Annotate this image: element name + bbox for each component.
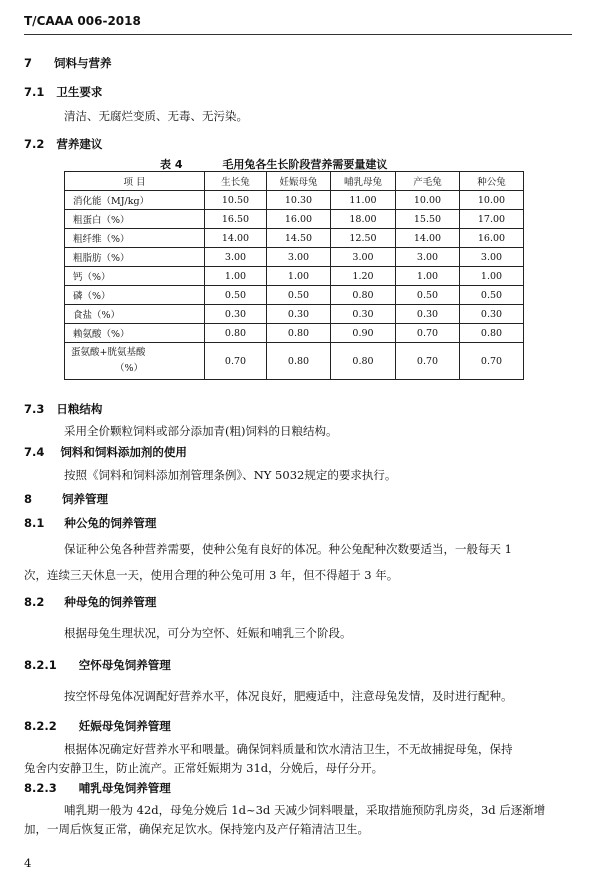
section-title: 哺乳母兔饲养管理 xyxy=(78,781,171,795)
table-cell: 14.00 xyxy=(205,229,267,248)
table-cell: 0.50 xyxy=(267,286,331,305)
section-number: 8.2.1 xyxy=(24,658,57,672)
table-cell: 0.70 xyxy=(396,343,460,380)
row-label: 食盐（%） xyxy=(65,305,205,324)
section-8-1-line2: 次，连续三天休息一天，使用合理的种公兔可用 3 年，但不得超于 3 年。 xyxy=(24,568,399,582)
row-label-line1: 蛋氨酸+胱氨基酸 xyxy=(71,347,146,358)
section-title: 饲养管理 xyxy=(62,492,109,506)
section-title: 种母兔的饲养管理 xyxy=(64,595,157,609)
table-cell: 1.20 xyxy=(331,267,396,286)
header-cell: 妊娠母兔 xyxy=(267,172,331,191)
table-header-row xyxy=(65,172,524,191)
header-cell: 项 目 xyxy=(65,172,205,191)
table-cell: 3.00 xyxy=(331,248,396,267)
table-row xyxy=(65,305,524,324)
row-label: 钙（%） xyxy=(65,267,205,286)
section-number: 8.1 xyxy=(24,516,45,530)
section-8-2-1-heading xyxy=(24,657,171,673)
table-row xyxy=(65,248,524,267)
section-number: 7.2 xyxy=(24,137,45,151)
table-row xyxy=(65,267,524,286)
page-number: 4 xyxy=(24,856,32,870)
section-7-heading xyxy=(24,55,112,71)
table-cell: 1.00 xyxy=(396,267,460,286)
table-title: 毛用兔各生长阶段营养需要量建议 xyxy=(222,158,388,171)
section-8-2-3-line1: 哺乳期一般为 42d，母兔分娩后 1d~3d 天减少饲料喂量，采取措施预防乳房炎，3d 后逐渐增 xyxy=(64,803,546,817)
table-cell: 14.00 xyxy=(396,229,460,248)
section-8-heading xyxy=(24,491,108,507)
table-cell: 14.50 xyxy=(267,229,331,248)
section-8-2-2-heading xyxy=(24,718,171,734)
section-title: 种公兔的饲养管理 xyxy=(64,516,157,530)
row-label xyxy=(65,343,205,380)
section-8-2-2-line2: 兔舍内安静卫生，防止流产。正常妊娠期为 31d，分娩后，母仔分开。 xyxy=(24,761,384,775)
section-8-1-heading xyxy=(24,515,156,531)
table-cell: 16.50 xyxy=(205,210,267,229)
table-cell: 12.50 xyxy=(331,229,396,248)
table-number: 表 4 xyxy=(160,158,183,171)
section-number: 8.2 xyxy=(24,595,45,609)
table-cell: 0.70 xyxy=(396,324,460,343)
row-label: 赖氨酸（%） xyxy=(65,324,205,343)
table-cell: 0.50 xyxy=(205,286,267,305)
row-label: 粗脂肪（%） xyxy=(65,248,205,267)
row-label: 粗纤维（%） xyxy=(65,229,205,248)
table-cell: 17.00 xyxy=(460,210,524,229)
table-cell: 1.00 xyxy=(205,267,267,286)
table-row xyxy=(65,324,524,343)
table-cell: 0.80 xyxy=(331,286,396,305)
table-cell: 0.50 xyxy=(396,286,460,305)
table-cell: 3.00 xyxy=(267,248,331,267)
section-8-2-heading xyxy=(24,594,156,610)
row-label: 磷（%） xyxy=(65,286,205,305)
section-8-2-2-line1: 根据体况确定好营养水平和喂量。确保饲料质量和饮水清洁卫生，不无故捕捉母兔，保持 xyxy=(64,742,513,756)
section-number: 8 xyxy=(24,492,33,506)
table-cell: 0.80 xyxy=(205,324,267,343)
section-8-2-1-text: 按空怀母兔体况调配好营养水平，体况良好，肥瘦适中，注意母兔发情，及时进行配种。 xyxy=(64,689,513,703)
table-cell: 10.50 xyxy=(205,191,267,210)
section-number: 7.4 xyxy=(24,445,45,459)
section-7-4-heading xyxy=(24,444,187,460)
header-cell: 哺乳母兔 xyxy=(331,172,396,191)
section-title: 卫生要求 xyxy=(56,85,103,99)
table-cell: 3.00 xyxy=(205,248,267,267)
table-cell: 0.80 xyxy=(331,343,396,380)
section-number: 8.2.2 xyxy=(24,719,57,733)
section-title: 营养建议 xyxy=(56,137,103,151)
table-cell: 1.00 xyxy=(460,267,524,286)
section-8-2-text: 根据母兔生理状况，可分为空怀、妊娠和哺乳三个阶段。 xyxy=(64,626,352,640)
table-row xyxy=(65,286,524,305)
table-cell: 0.30 xyxy=(267,305,331,324)
row-label: 消化能（MJ/kg） xyxy=(65,191,205,210)
section-title: 妊娠母兔饲养管理 xyxy=(78,719,171,733)
table-cell: 15.50 xyxy=(396,210,460,229)
row-label: 粗蛋白（%） xyxy=(65,210,205,229)
table-row xyxy=(65,191,524,210)
table-cell: 1.00 xyxy=(267,267,331,286)
row-label-line2: （%） xyxy=(115,363,144,374)
table-cell: 16.00 xyxy=(460,229,524,248)
section-7-1-heading xyxy=(24,84,102,100)
section-title: 空怀母兔饲养管理 xyxy=(78,658,171,672)
section-number: 7.3 xyxy=(24,402,45,416)
table-cell: 3.00 xyxy=(396,248,460,267)
table-cell: 0.70 xyxy=(205,343,267,380)
section-number: 7.1 xyxy=(24,85,45,99)
section-number: 7 xyxy=(24,56,33,70)
table-cell: 11.00 xyxy=(331,191,396,210)
table-row xyxy=(65,229,524,248)
table-cell: 10.30 xyxy=(267,191,331,210)
table-cell: 0.80 xyxy=(267,324,331,343)
section-7-2-heading xyxy=(24,136,102,152)
section-8-1-line1: 保证种公兔各种营养需要，使种公兔有良好的体况。种公兔配种次数要适当，一般每天 1 xyxy=(64,542,512,556)
table-cell: 0.70 xyxy=(460,343,524,380)
section-7-4-text: 按照《饲料和饲料添加剂管理条例》、NY 5032规定的要求执行。 xyxy=(64,468,397,482)
table-cell: 0.80 xyxy=(460,324,524,343)
table-cell: 0.30 xyxy=(396,305,460,324)
section-title: 饲料与营养 xyxy=(54,56,112,70)
table-cell: 0.30 xyxy=(205,305,267,324)
section-7-1-text: 清洁、无腐烂变质、无毒、无污染。 xyxy=(64,109,248,123)
table-cell: 0.30 xyxy=(460,305,524,324)
section-7-3-heading xyxy=(24,401,102,417)
header-rule xyxy=(24,34,572,35)
table-cell: 18.00 xyxy=(331,210,396,229)
section-title: 日粮结构 xyxy=(56,402,103,416)
table-cell: 0.80 xyxy=(267,343,331,380)
header-cell: 生长兔 xyxy=(205,172,267,191)
table-cell: 0.90 xyxy=(331,324,396,343)
section-8-2-3-heading xyxy=(24,780,171,796)
standard-code: T/CAAA 006-2018 xyxy=(24,14,141,28)
section-title: 饲料和饲料添加剂的使用 xyxy=(60,445,187,459)
table-caption xyxy=(160,156,387,172)
section-7-3-text: 采用全价颗粒饲料或部分添加青(粗)饲料的日粮结构。 xyxy=(64,424,338,438)
section-number: 8.2.3 xyxy=(24,781,57,795)
table-row xyxy=(65,343,524,380)
section-8-2-3-line2: 加，一周后恢复正常，确保充足饮水。保持笼内及产仔箱清洁卫生。 xyxy=(24,822,369,836)
header-cell: 种公兔 xyxy=(460,172,524,191)
table-cell: 0.50 xyxy=(460,286,524,305)
nutrition-table xyxy=(64,171,524,380)
table-row xyxy=(65,210,524,229)
header-cell: 产毛兔 xyxy=(396,172,460,191)
table-cell: 10.00 xyxy=(396,191,460,210)
table-cell: 0.30 xyxy=(331,305,396,324)
table-cell: 3.00 xyxy=(460,248,524,267)
table-cell: 10.00 xyxy=(460,191,524,210)
table-cell: 16.00 xyxy=(267,210,331,229)
